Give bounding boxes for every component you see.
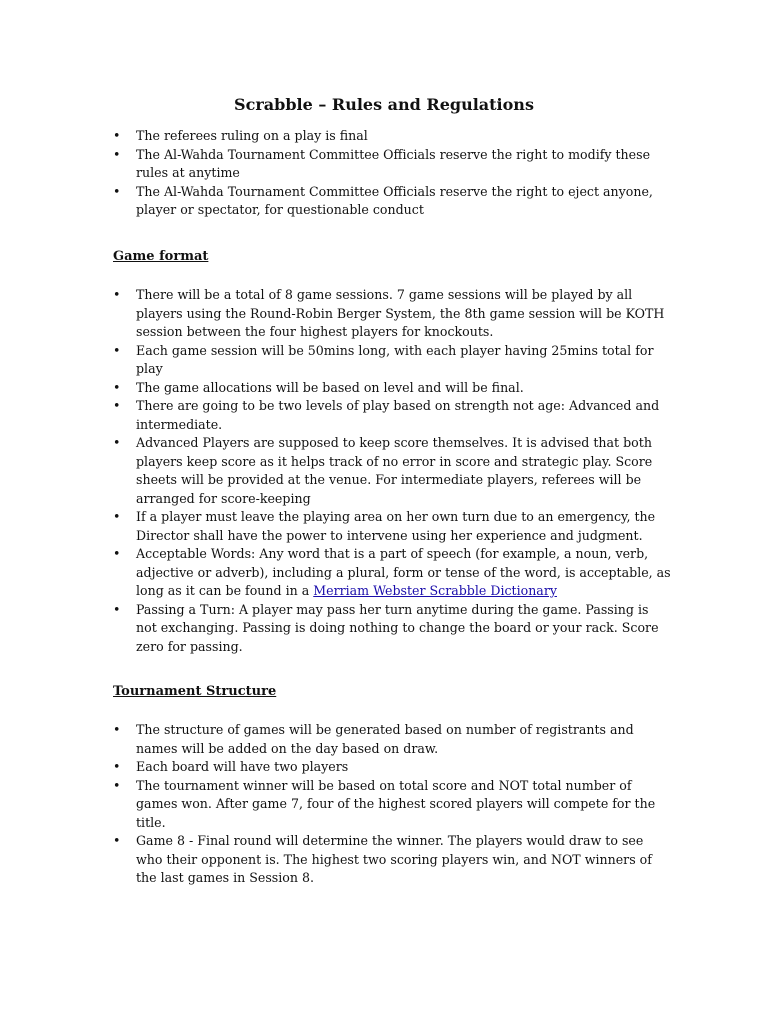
game-format-section	[113, 248, 673, 266]
list-item: • There are going to be two levels of play based on strength not age: Advanced and intermediate.	[113, 398, 660, 432]
game-format-heading: Game format	[113, 249, 209, 264]
intro-rules	[113, 127, 673, 220]
list-item: • The Al-Wahda Tournament Committee Officials reserve the right to eject anyone, player or spectator, for questionable conduct	[113, 183, 653, 217]
game-format-list	[113, 286, 673, 656]
bullet-icon: •	[113, 722, 121, 737]
list-item: • The structure of games will be generated based on number of registrants and names will be added on the day based on draw.	[113, 722, 634, 756]
bullet-icon: •	[113, 287, 121, 302]
tournament-structure-section	[113, 683, 673, 701]
bullet-icon: •	[113, 601, 121, 617]
bullet-icon: •	[113, 777, 121, 793]
bullet-icon: •	[113, 183, 121, 199]
tournament-structure-heading: Tournament Structure	[113, 684, 277, 699]
bullet-icon: •	[113, 128, 121, 143]
bullet-icon: •	[113, 379, 121, 395]
list-item	[113, 545, 673, 601]
tournament-structure-list	[113, 721, 673, 888]
bullet-icon: •	[113, 146, 121, 162]
tournament-structure-rules	[113, 721, 673, 888]
bullet-icon: •	[113, 342, 121, 358]
intro-list	[113, 127, 673, 220]
list-item: • The referees ruling on a play is final	[113, 127, 673, 146]
bullet-icon: •	[113, 435, 121, 450]
list-item: • Each game session will be 50mins long, with each player having 25mins total for play	[113, 342, 654, 376]
list-item: • There will be a total of 8 game sessions. 7 game sessions will be played by all players using the Round-Robin Berger System, the 8th game session will be KOTH session between the four highest players for knockouts.	[113, 287, 665, 339]
list-item: • Game 8 - Final round will determine the winner. The players would draw to see who their opponent is. The highest two scoring players win, and NOT winners of the last games in Session 8.	[113, 833, 652, 885]
acceptable-words-text: Acceptable Words: Any word that is a part of speech (for example, a noun, verb, adjective or adverb), including a plural, form or tense of the word, is acceptable, as long as it can be found in a	[136, 546, 671, 598]
bullet-icon: •	[113, 759, 121, 774]
merriam-webster-link[interactable]: Merriam Webster Scrabble Dictionary	[313, 583, 557, 598]
bullet-icon: •	[113, 398, 121, 413]
list-item: • Each board will have two players	[113, 758, 673, 777]
list-item: • If a player must leave the playing area on her own turn due to an emergency, the Director shall have the power to intervene using her experience and judgment.	[113, 509, 656, 543]
bullet-icon: •	[113, 546, 121, 561]
list-item: • The game allocations will be based on level and will be final.	[113, 379, 673, 398]
list-item: • Passing a Turn: A player may pass her turn anytime during the game. Passing is not exchanging. Passing is doing nothing to change the board or your rack. Score zero for passing.	[113, 601, 659, 654]
bullet-icon: •	[113, 833, 121, 848]
game-format-rules	[113, 286, 673, 656]
bullet-icon: •	[113, 509, 121, 524]
page-title: Scrabble – Rules and Regulations	[234, 95, 534, 114]
list-item: • Advanced Players are supposed to keep score themselves. It is advised that both players keep score as it helps track of no error in score and strategic play. Score sheets will be provided at the venue. For intermediate players, referees will be arranged for score-keeping	[113, 435, 653, 506]
list-item: • The Al-Wahda Tournament Committee Officials reserve the right to modify these rules at anytime	[113, 146, 651, 180]
list-item: • The tournament winner will be based on total score and NOT total number of games won. After game 7, four of the highest scored players will compete for the title.	[113, 777, 656, 830]
